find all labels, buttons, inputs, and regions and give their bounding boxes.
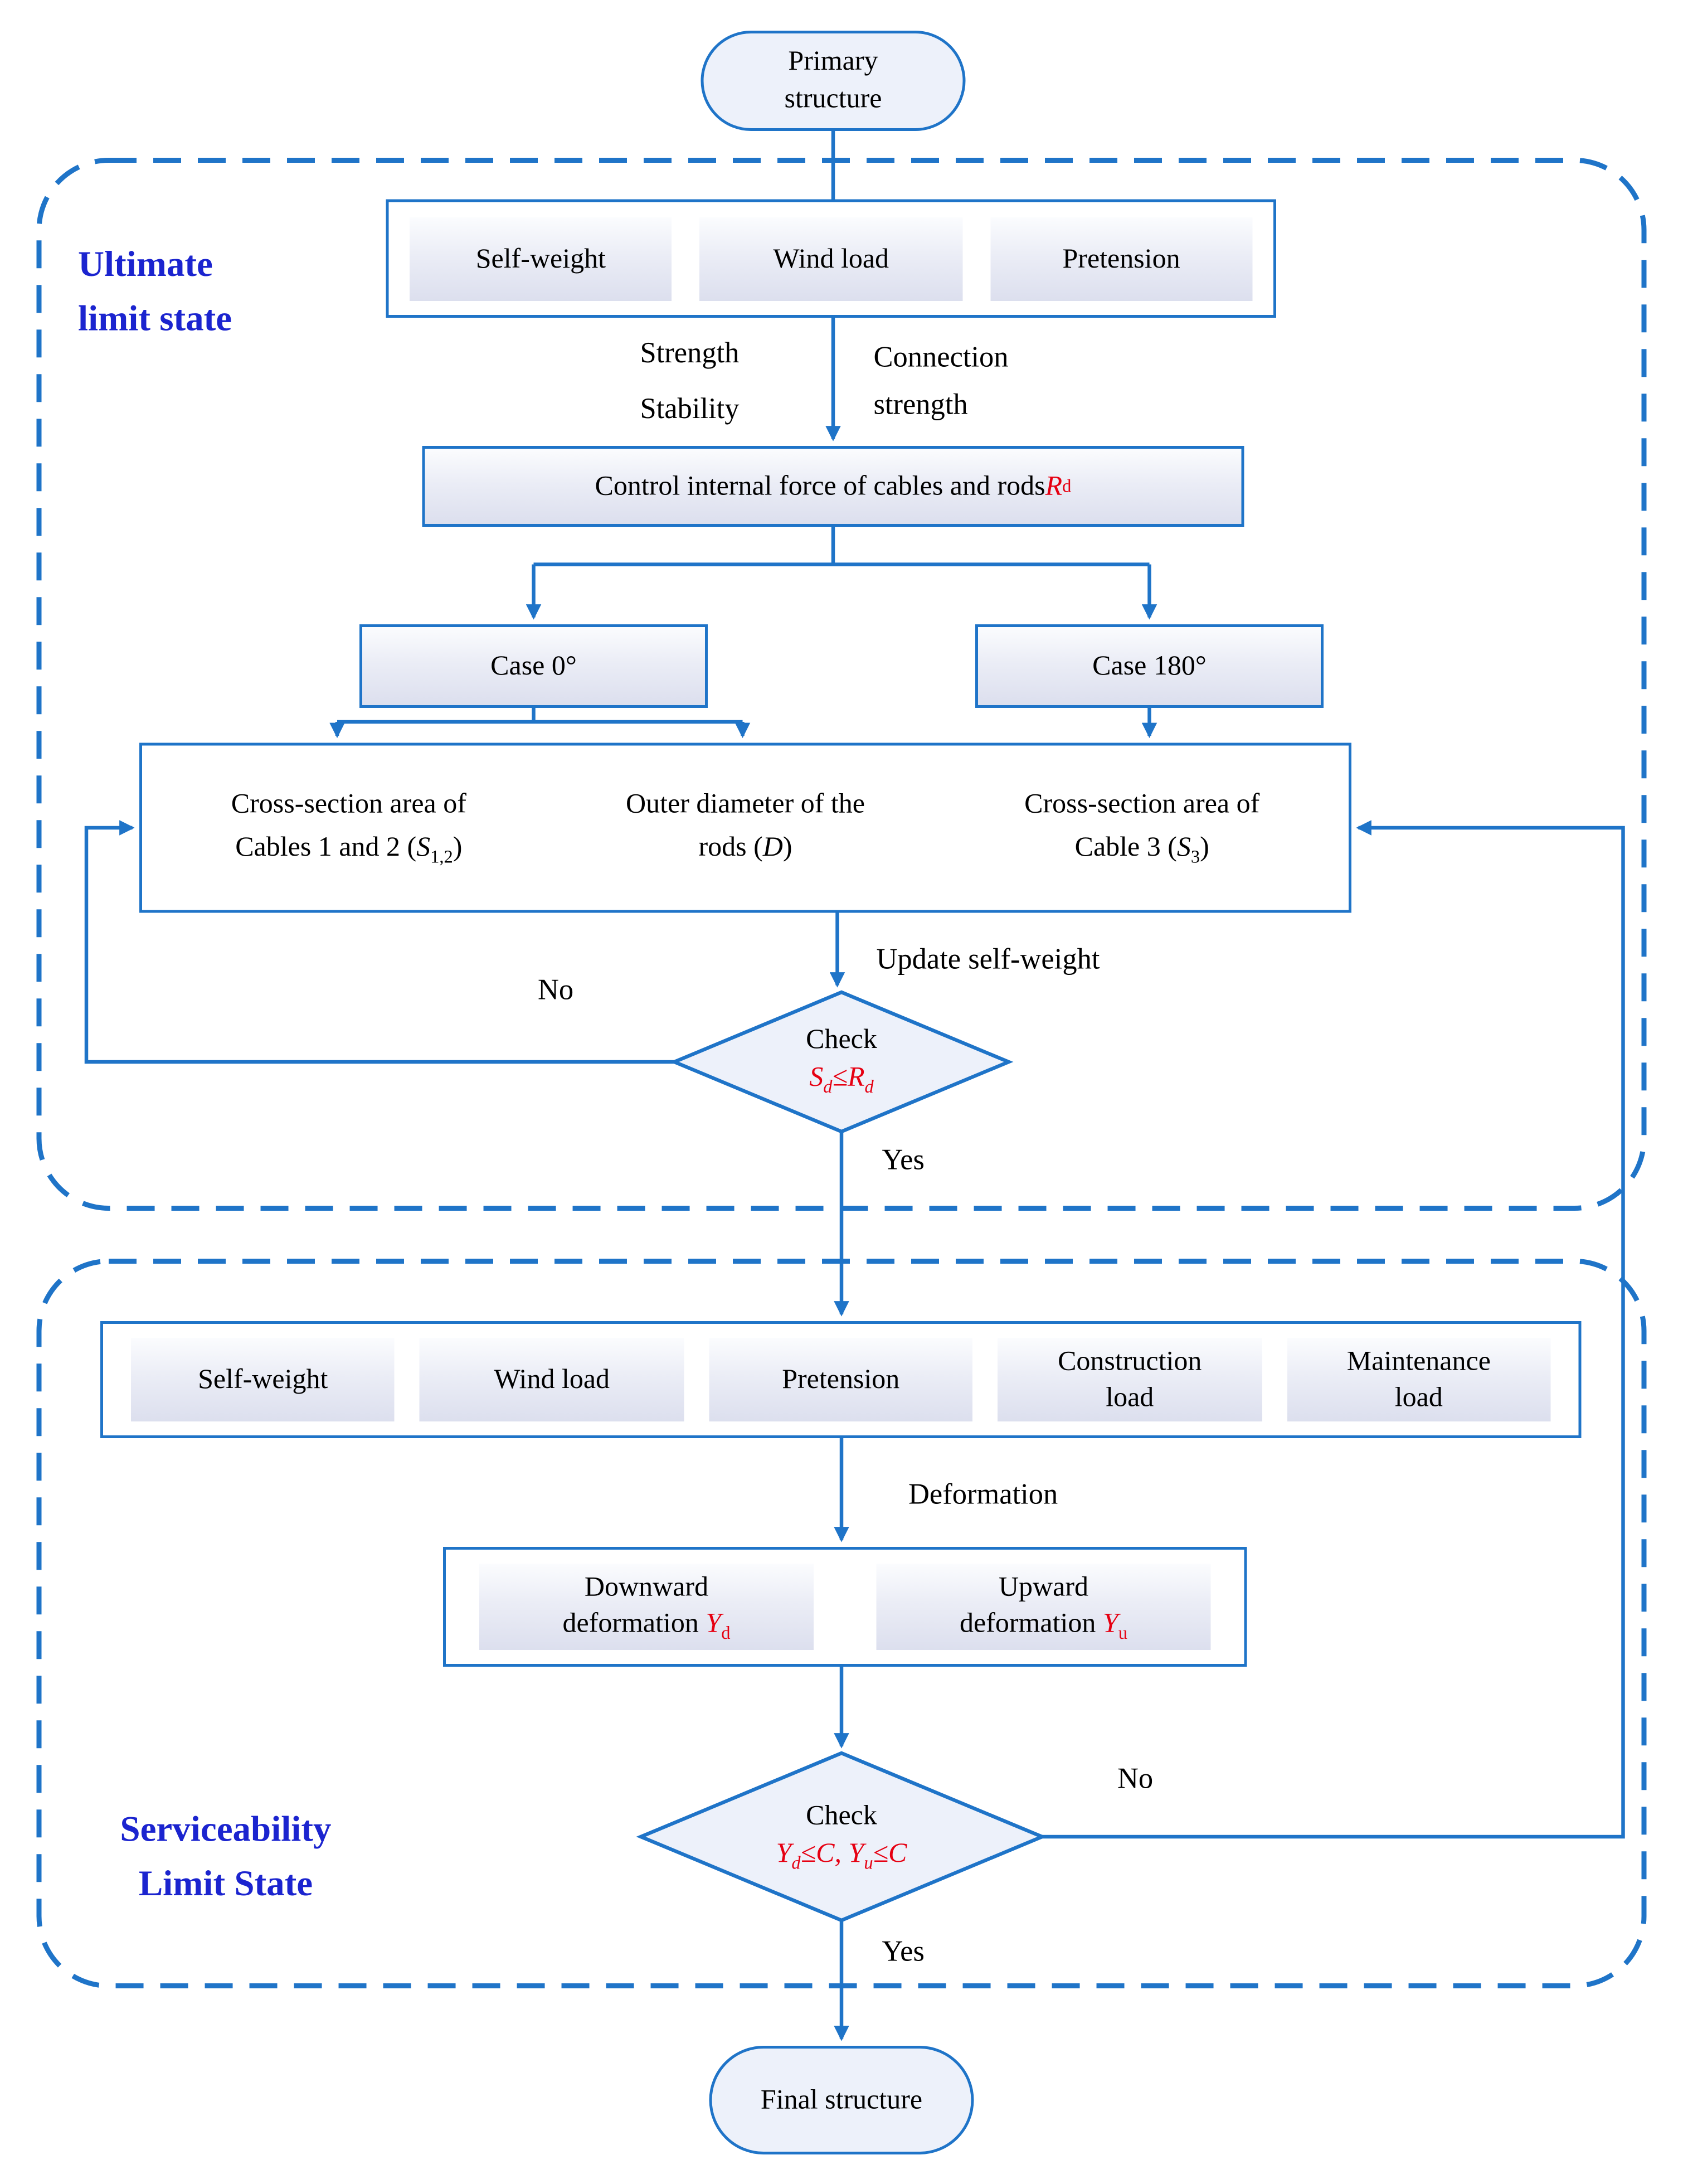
check2-label: Check — [806, 1800, 877, 1831]
edge-label-yes-1: Yes — [882, 1143, 925, 1176]
edge-label-strength: Strength — [640, 336, 740, 370]
check2-text — [695, 1798, 988, 1875]
region-title-serviceability-limit-state — [59, 1802, 393, 1911]
design-var-cables-1-2 — [150, 784, 547, 872]
design-var-cables-1-2-line2: Cables 1 and 2 $(S_{1,2})$ — [235, 832, 463, 868]
design-var-cable-3 — [943, 784, 1340, 872]
check1-text — [702, 1022, 981, 1099]
design-variables-box — [139, 743, 1351, 913]
uls-title-line1: Ultimate — [78, 244, 213, 284]
uls-loads-box — [386, 200, 1277, 318]
sls-title-line2: Limit State — [138, 1863, 313, 1904]
upward-deformation-box — [877, 1564, 1211, 1650]
sls-load-box-self-weight — [131, 1338, 395, 1421]
load-box-pretension — [990, 217, 1253, 300]
sls-load-wind-load-line1: Wind load — [494, 1364, 610, 1395]
var-rd-sub: d — [1062, 474, 1072, 496]
edge-label-no-1: No — [538, 973, 574, 1006]
start-terminal-line1: Primary — [788, 46, 878, 77]
sls-load-box-maintenance-load — [1287, 1338, 1551, 1421]
case-180-label: Case 180° — [1092, 651, 1207, 682]
edge-label-stability: Stability — [640, 391, 740, 425]
check2-condition: $Y_d\le C$, $Y_u\le C$ — [776, 1838, 907, 1873]
edge-label-deformation: Deformation — [908, 1477, 1058, 1511]
case-0-box — [359, 624, 708, 708]
downward-deformation-line2: deformation $Y_d$ — [562, 1607, 731, 1643]
var-yu-sub: u — [1118, 1621, 1127, 1643]
load-label-pretension: Pretension — [1062, 243, 1180, 274]
var-yu: Y — [1102, 1607, 1118, 1638]
sls-loads-box — [100, 1321, 1582, 1438]
edge-label-no-2: No — [1117, 1761, 1154, 1795]
case-0-label: Case 0° — [490, 651, 577, 682]
case-180-box — [975, 624, 1324, 708]
var-s12: S — [416, 832, 431, 863]
upward-deformation-line1: Upward — [998, 1571, 1089, 1602]
upward-deformation-line2: deformation $Y_u$ — [960, 1607, 1127, 1643]
start-terminal-primary-structure — [701, 31, 966, 131]
downward-deformation-line1: Downward — [584, 1571, 709, 1602]
edge-label-connection-strength — [874, 334, 1139, 428]
control-internal-force-box — [422, 446, 1244, 527]
check1-condition: $S_d\le R_d$ — [809, 1062, 874, 1097]
load-box-self-weight — [410, 217, 672, 300]
control-box-text: Control internal force of cables and rods — [595, 471, 1045, 502]
var-d: D — [762, 832, 783, 863]
sls-load-box-wind-load — [420, 1338, 684, 1421]
sls-load-self-weight-line1: Self-weight — [198, 1364, 328, 1395]
load-label-wind-load: Wind load — [773, 243, 889, 274]
end-terminal-label: Final structure — [760, 2084, 923, 2115]
sls-load-pretension-line1: Pretension — [782, 1364, 900, 1395]
edge-label-strength-stability — [585, 326, 794, 437]
deformation-box — [443, 1547, 1247, 1667]
downward-deformation-box — [479, 1564, 814, 1650]
var-yd: Y — [706, 1607, 722, 1638]
sls-load-construction-line1: Construction — [1058, 1346, 1202, 1377]
var-s12-sub: 1,2 — [430, 846, 453, 868]
design-var-rod-diameter-line2: rods (D) — [698, 832, 792, 863]
sls-load-construction-line2: load — [1106, 1382, 1154, 1413]
edge-label-connection: Connection — [873, 340, 1009, 373]
design-var-cables-1-2-line1: Cross-section area of — [231, 789, 466, 821]
sls-load-box-pretension — [709, 1338, 973, 1421]
design-var-rod-diameter — [547, 784, 944, 872]
region-title-ultimate-limit-state — [78, 237, 385, 346]
design-var-cable-3-line1: Cross-section area of — [1024, 789, 1260, 821]
edge-label-update-self-weight: Update self-weight — [876, 942, 1100, 975]
end-terminal-final-structure — [709, 2046, 974, 2154]
load-label-self-weight: Self-weight — [475, 243, 606, 274]
sls-load-box-construction-load — [998, 1338, 1262, 1421]
uls-title-line2: limit state — [78, 298, 232, 339]
var-rd: R — [1045, 471, 1063, 502]
sls-load-maintenance-line1: Maintenance — [1346, 1346, 1491, 1377]
load-box-wind-load — [700, 217, 962, 300]
sls-title-line1: Serviceability — [120, 1809, 332, 1850]
design-var-rod-diameter-line1: Outer diameter of the — [626, 789, 865, 821]
var-yd-sub: d — [721, 1621, 731, 1643]
design-var-cable-3-line2: Cable 3 $(S_3)$ — [1074, 832, 1209, 868]
edge-label-yes-2: Yes — [882, 1934, 925, 1968]
var-s3-sub: 3 — [1190, 846, 1200, 868]
edge-label-connection-strength-2: strength — [873, 386, 968, 420]
start-terminal-line2: structure — [784, 84, 882, 114]
var-s3: S — [1176, 832, 1191, 863]
sls-load-maintenance-line2: load — [1394, 1382, 1443, 1413]
check1-label: Check — [806, 1024, 877, 1055]
